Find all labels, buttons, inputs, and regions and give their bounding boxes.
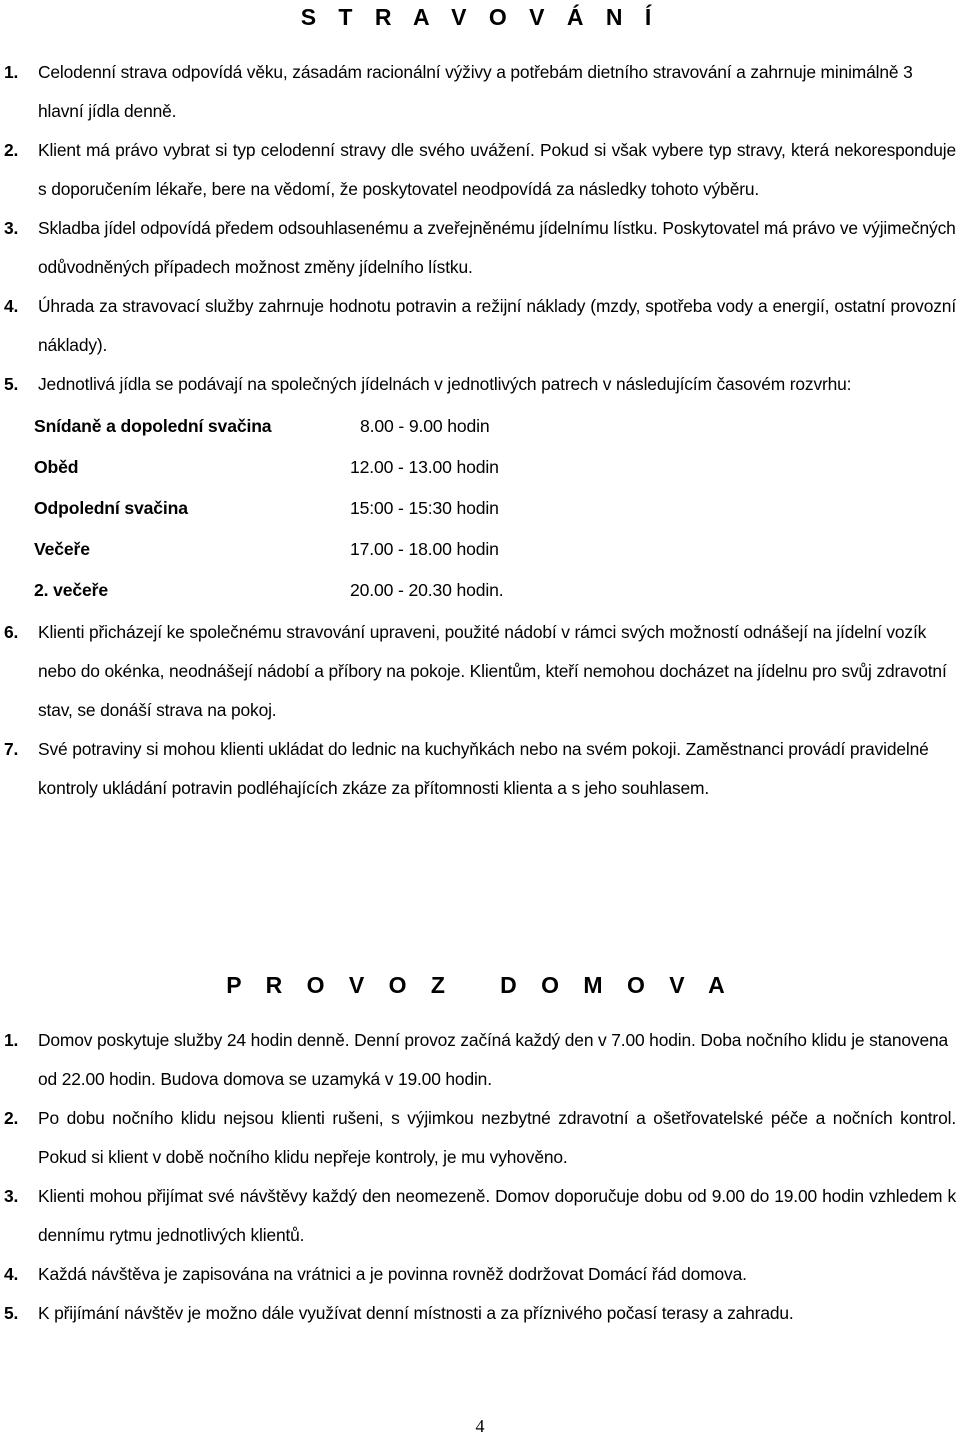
list-item bbox=[0, 1099, 960, 1177]
item-number: 5. bbox=[4, 1303, 19, 1323]
meal-schedule bbox=[34, 406, 956, 611]
schedule-row bbox=[34, 447, 956, 488]
list-item bbox=[0, 365, 960, 611]
schedule-row bbox=[34, 406, 956, 447]
item-text: Úhrada za stravovací služby zahrnuje hodnotu potravin a režijní náklady (mzdy, spotřeba vody a energií, ostatní provozní náklady). bbox=[38, 296, 956, 355]
meal-time: 20.00 - 20.30 hodin. bbox=[350, 580, 504, 600]
item-number: 4. bbox=[4, 1264, 19, 1284]
meal-time: 17.00 - 18.00 hodin bbox=[350, 539, 499, 559]
page-number: 4 bbox=[475, 1416, 485, 1436]
item-text: Celodenní strava odpovídá věku, zásadám racionální výživy a potřebám dietního stravování a zahrnuje minimálně 3 hlavní jídla denně. bbox=[38, 62, 913, 121]
meal-time: 12.00 - 13.00 hodin bbox=[350, 457, 499, 477]
list-item bbox=[0, 287, 960, 365]
list-item bbox=[0, 209, 960, 287]
item-number: 2. bbox=[4, 140, 19, 160]
list-item bbox=[0, 53, 960, 131]
meal-time: 15:00 - 15:30 hodin bbox=[350, 498, 499, 518]
item-text: Domov poskytuje služby 24 hodin denně. Denní provoz začíná každý den v 7.00 hodin. Doba nočního klidu je stanovena od 22.00 hodin. Budova domova se uzamyká v 19.00 hodin. bbox=[38, 1030, 949, 1089]
item-number: 2. bbox=[4, 1108, 19, 1128]
item-number: 3. bbox=[4, 1186, 19, 1206]
list-item bbox=[0, 1177, 960, 1255]
item-text: Klienti mohou přijímat své návštěvy každý den neomezeně. Domov doporučuje dobu od 9.00 do 19.00 hodin vzhledem k dennímu rytmu jednotlivých klientů. bbox=[38, 1186, 956, 1245]
schedule-row bbox=[34, 529, 956, 570]
item-number: 1. bbox=[4, 62, 19, 82]
list-item bbox=[0, 730, 960, 808]
section-title-provoz: P R O V O Z D O M O V A bbox=[226, 972, 734, 998]
item-text: Každá návštěva je zapisována na vrátnici a je povinna rovněž dodržovat Domácí řád domova. bbox=[38, 1264, 747, 1284]
item-number: 3. bbox=[4, 218, 19, 238]
item-text: Skladba jídel odpovídá předem odsouhlasenému a zveřejněnému jídelnímu lístku. Poskytovatel má právo ve výjimečných odůvodněných případech možnost změny jídelního lístku. bbox=[38, 218, 956, 277]
stravovani-list bbox=[0, 53, 960, 808]
item-text: Své potraviny si mohou klienti ukládat do lednic na kuchyňkách nebo na svém pokoji. Zaměstnanci provádí pravidelné kontroly ukládání potravin podléhajících zkáze za přítomnosti klienta a s jeho souhlasem. bbox=[38, 739, 929, 798]
meal-name: Snídaně a dopolední svačina bbox=[34, 416, 272, 436]
meal-time: 8.00 - 9.00 hodin bbox=[360, 416, 490, 436]
list-item bbox=[0, 1255, 960, 1294]
item-number: 1. bbox=[4, 1030, 19, 1050]
section-title-stravovani: S T R A V O V Á N Í bbox=[300, 4, 660, 30]
item-number: 4. bbox=[4, 296, 19, 316]
provoz-list bbox=[0, 1021, 960, 1333]
item-number: 5. bbox=[4, 374, 19, 394]
item-text: Po dobu nočního klidu nejsou klienti rušeni, s výjimkou nezbytné zdravotní a ošetřovatelské péče a nočních kontrol. Pokud si klient v době nočního klidu nepřeje kontroly, je mu vyhověno. bbox=[38, 1108, 956, 1167]
item-text: K přijímání návštěv je možno dále využívat denní místnosti a za příznivého počasí terasy a zahradu. bbox=[38, 1303, 794, 1323]
schedule-row bbox=[34, 488, 956, 529]
list-item bbox=[0, 131, 960, 209]
meal-name: Odpolední svačina bbox=[34, 498, 188, 518]
list-item bbox=[0, 1021, 960, 1099]
meal-name: Večeře bbox=[34, 539, 90, 559]
schedule-row bbox=[34, 570, 956, 611]
item-text: Jednotlivá jídla se podávají na společných jídelnách v jednotlivých patrech v následujícím časovém rozvrhu: bbox=[38, 374, 852, 394]
meal-name: 2. večeře bbox=[34, 580, 108, 600]
item-text: Klienti přicházejí ke společnému stravování upraveni, použité nádobí v rámci svých možností odnášejí na jídelní vozík nebo do okénka, neodnášejí nádobí a příbory na pokoje. Klientům, kteří nemohou docházet na jídelnu pro svůj zdravotní stav, se donáší strava na pokoj. bbox=[38, 622, 947, 720]
item-number: 6. bbox=[4, 622, 19, 642]
item-number: 7. bbox=[4, 739, 19, 759]
list-item bbox=[0, 1294, 960, 1333]
list-item bbox=[0, 613, 960, 730]
meal-name: Oběd bbox=[34, 457, 79, 477]
item-text: Klient má právo vybrat si typ celodenní stravy dle svého uvážení. Pokud si však vybere typ stravy, která nekoresponduje s doporučením lékaře, bere na vědomí, že poskytovatel neodpovídá za následky tohoto výběru. bbox=[38, 140, 956, 199]
